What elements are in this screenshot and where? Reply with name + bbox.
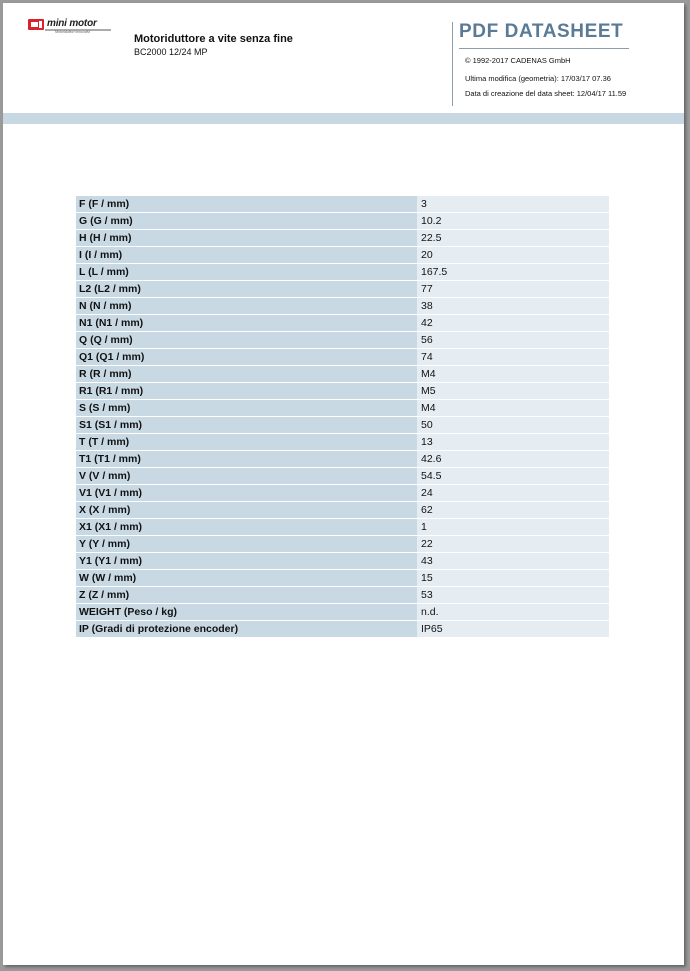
- spec-key-cell: Z (Z / mm): [76, 587, 417, 603]
- spec-key-cell: N1 (N1 / mm): [76, 315, 417, 331]
- spec-value-cell: 38: [417, 298, 609, 314]
- spec-key-cell: Y1 (Y1 / mm): [76, 553, 417, 569]
- header-band: [3, 113, 684, 124]
- pdf-datasheet-title: PDF DATASHEET: [459, 21, 624, 42]
- spec-table: [76, 195, 609, 638]
- spec-key-cell: F (F / mm): [76, 196, 417, 212]
- table-row: [76, 213, 609, 229]
- table-row: [76, 536, 609, 552]
- table-row: [76, 332, 609, 348]
- table-row: [76, 230, 609, 246]
- table-row: [76, 468, 609, 484]
- spec-key-cell: L2 (L2 / mm): [76, 281, 417, 297]
- table-row: [76, 366, 609, 382]
- table-row: [76, 519, 609, 535]
- spec-value-cell: 10.2: [417, 213, 609, 229]
- table-row: [76, 383, 609, 399]
- table-row: [76, 502, 609, 518]
- spec-key-cell: WEIGHT (Peso / kg): [76, 604, 417, 620]
- table-row: [76, 196, 609, 212]
- table-row: [76, 264, 609, 280]
- table-row: [76, 247, 609, 263]
- spec-value-cell: M4: [417, 400, 609, 416]
- spec-value-cell: 54.5: [417, 468, 609, 484]
- table-row: [76, 553, 609, 569]
- spec-key-cell: Y (Y / mm): [76, 536, 417, 552]
- table-row: [76, 298, 609, 314]
- table-row: [76, 349, 609, 365]
- spec-key-cell: Q (Q / mm): [76, 332, 417, 348]
- table-row: [76, 485, 609, 501]
- spec-value-cell: 13: [417, 434, 609, 450]
- datasheet-page: [3, 3, 684, 965]
- product-title: Motoriduttore a vite senza fine: [134, 33, 293, 45]
- spec-value-cell: n.d.: [417, 604, 609, 620]
- spec-key-cell: W (W / mm): [76, 570, 417, 586]
- creation-date-text: Data di creazione del data sheet: 12/04/17 11.59: [465, 89, 627, 98]
- spec-key-cell: R1 (R1 / mm): [76, 383, 417, 399]
- spec-value-cell: 15: [417, 570, 609, 586]
- header-divider: [452, 22, 453, 106]
- spec-key-cell: X (X / mm): [76, 502, 417, 518]
- spec-key-cell: X1 (X1 / mm): [76, 519, 417, 535]
- spec-value-cell: M5: [417, 383, 609, 399]
- last-modified-text: Ultima modifica (geometria): 17/03/17 07.36: [465, 74, 611, 83]
- table-row: [76, 434, 609, 450]
- table-row: [76, 315, 609, 331]
- spec-key-cell: H (H / mm): [76, 230, 417, 246]
- spec-key-cell: T (T / mm): [76, 434, 417, 450]
- spec-key-cell: IP (Gradi di protezione encoder): [76, 621, 417, 637]
- spec-value-cell: 77: [417, 281, 609, 297]
- company-logo: [27, 17, 117, 37]
- logo-brand-text: mini motor: [47, 18, 97, 29]
- header-rule: [459, 48, 629, 49]
- spec-value-cell: M4: [417, 366, 609, 382]
- spec-key-cell: T1 (T1 / mm): [76, 451, 417, 467]
- spec-value-cell: 167.5: [417, 264, 609, 280]
- spec-value-cell: 24: [417, 485, 609, 501]
- table-row: [76, 604, 609, 620]
- spec-key-cell: V1 (V1 / mm): [76, 485, 417, 501]
- spec-value-cell: 22.5: [417, 230, 609, 246]
- spec-key-cell: I (I / mm): [76, 247, 417, 263]
- spec-value-cell: 42.6: [417, 451, 609, 467]
- spec-key-cell: N (N / mm): [76, 298, 417, 314]
- table-row: [76, 281, 609, 297]
- spec-value-cell: 56: [417, 332, 609, 348]
- spec-table-body: [76, 196, 609, 637]
- spec-key-cell: Q1 (Q1 / mm): [76, 349, 417, 365]
- spec-key-cell: S (S / mm): [76, 400, 417, 416]
- spec-value-cell: 53: [417, 587, 609, 603]
- product-code: BC2000 12/24 MP: [134, 47, 208, 57]
- spec-value-cell: 74: [417, 349, 609, 365]
- table-row: [76, 451, 609, 467]
- table-row: [76, 400, 609, 416]
- logo-tagline: Motoriduttori innovativi: [55, 30, 91, 34]
- spec-key-cell: G (G / mm): [76, 213, 417, 229]
- spec-value-cell: 42: [417, 315, 609, 331]
- table-row: [76, 570, 609, 586]
- table-row: [76, 621, 609, 637]
- copyright-text: © 1992-2017 CADENAS GmbH: [465, 56, 571, 65]
- spec-key-cell: S1 (S1 / mm): [76, 417, 417, 433]
- spec-key-cell: L (L / mm): [76, 264, 417, 280]
- spec-key-cell: R (R / mm): [76, 366, 417, 382]
- spec-value-cell: 43: [417, 553, 609, 569]
- spec-value-cell: 22: [417, 536, 609, 552]
- spec-value-cell: IP65: [417, 621, 609, 637]
- spec-key-cell: V (V / mm): [76, 468, 417, 484]
- table-row: [76, 417, 609, 433]
- spec-value-cell: 3: [417, 196, 609, 212]
- spec-value-cell: 62: [417, 502, 609, 518]
- table-row: [76, 587, 609, 603]
- spec-value-cell: 1: [417, 519, 609, 535]
- spec-value-cell: 50: [417, 417, 609, 433]
- spec-value-cell: 20: [417, 247, 609, 263]
